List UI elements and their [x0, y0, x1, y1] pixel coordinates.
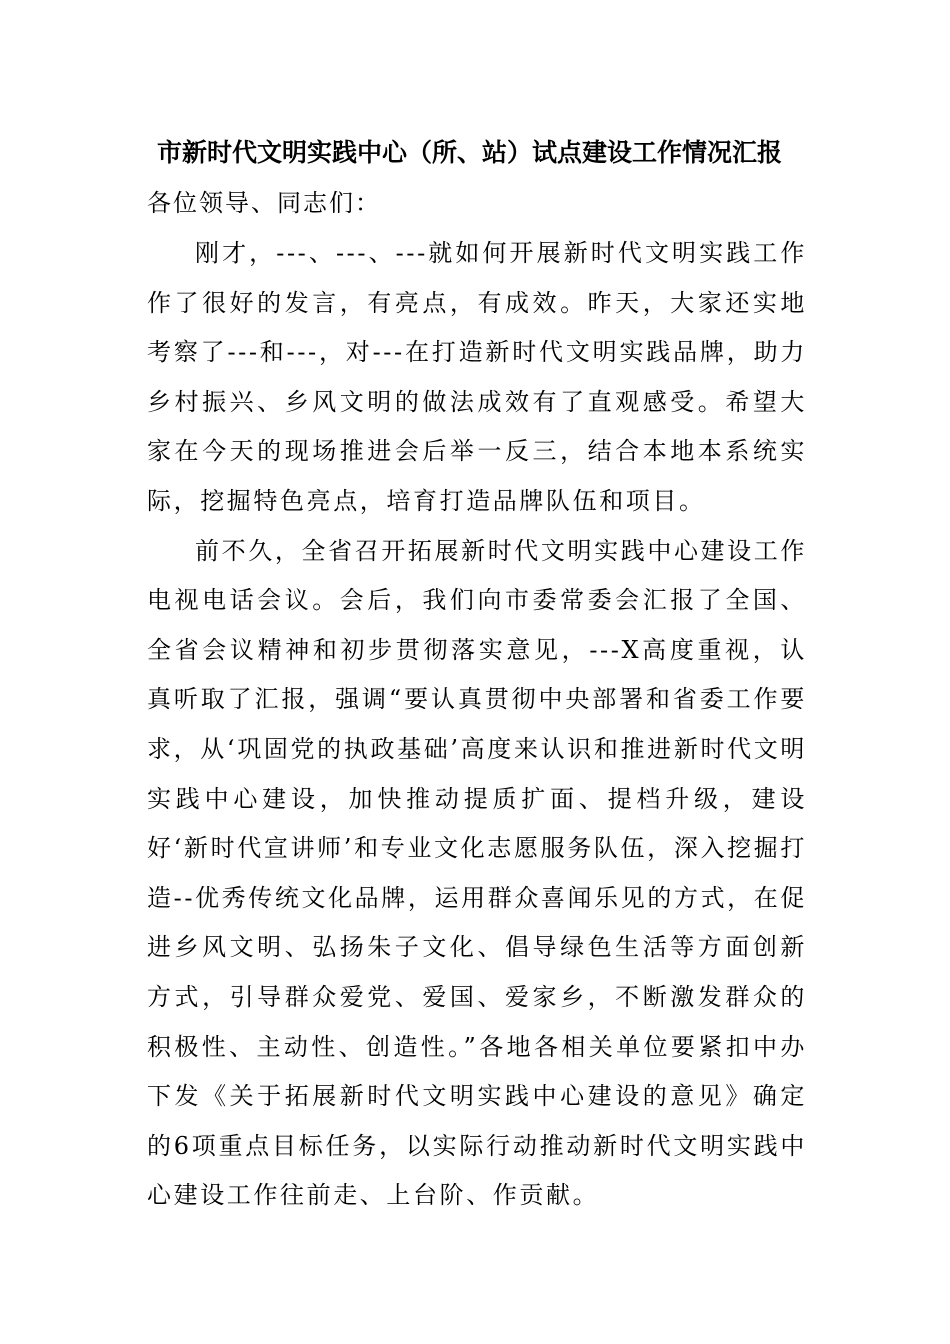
document-title: 市新时代文明实践中心（所、站）试点建设工作情况汇报 [157, 138, 783, 167]
document-body [147, 128, 807, 1221]
paragraph-1: 刚才，---、---、---就如何开展新时代文明实践工作作了很好的发言，有亮点，有成效。昨天，大家还实地考察了---和---，对---在打造新时代文明实践品牌，助力乡村振兴、乡风文明的做法成效有了直观感受。希望大家在今天的现场推进会后举一反三，结合本地本系统实际，挖掘特色亮点，培育打造品牌队伍和项目。 [147, 239, 807, 515]
paragraph-2: 前不久，全省召开拓展新时代文明实践中心建设工作电视电话会议。会后，我们向市委常委会汇报了全国、全省会议精神和初步贯彻落实意见，---X高度重视，认真听取了汇报，强调“要认真贯彻中央部署和省委工作要求，从‘巩固党的执政基础’高度来认识和推进新时代文明实践中心建设，加快推动提质扩面、提档升级，建设好‘新时代宣讲师’和专业文化志愿服务队伍，深入挖掘打造--优秀传统文化品牌，运用群众喜闻乐见的方式，在促进乡风文明、弘扬朱子文化、倡导绿色生活等方面创新方式，引导群众爱党、爱国、爱家乡，不断激发群众的积极性、主动性、创造性。”各地各相关单位要紧扣中办下发《关于拓展新时代文明实践中心建设的意见》确定的6项重点目标任务，以实际行动推动新时代文明实践中心建设工作往前走、上台阶、作贡献。 [147, 536, 807, 1210]
salutation: 各位领导、同志们： [147, 189, 381, 217]
